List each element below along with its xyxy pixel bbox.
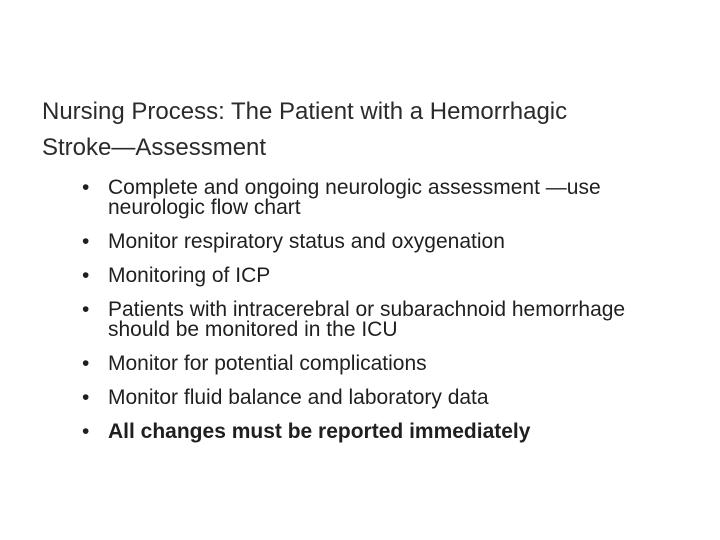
bullet-icon: • bbox=[82, 352, 90, 375]
bullet-item bbox=[82, 178, 682, 218]
bullet-icon: • bbox=[82, 264, 90, 287]
bullet-text: Monitoring of ICP bbox=[108, 264, 271, 287]
bullet-item bbox=[82, 232, 682, 252]
bullet-icon: • bbox=[82, 298, 90, 321]
bullet-item bbox=[82, 354, 682, 374]
bullet-item bbox=[82, 388, 682, 408]
slide-title bbox=[42, 94, 702, 166]
bullet-item-emphasis bbox=[82, 422, 682, 442]
bullet-item bbox=[82, 266, 682, 286]
bullet-icon: • bbox=[82, 420, 90, 443]
bullet-text: Complete and ongoing neurologic assessment —use neurologic flow chart bbox=[108, 176, 601, 219]
bullet-text: Monitor fluid balance and laboratory data bbox=[108, 386, 489, 409]
bullet-text: Monitor for potential complications bbox=[108, 352, 427, 375]
slide-title-line-2: Stroke—Assessment bbox=[42, 134, 267, 161]
bullet-icon: • bbox=[82, 386, 90, 409]
bullet-icon: • bbox=[82, 176, 90, 199]
bullet-text: Monitor respiratory status and oxygenation bbox=[108, 230, 505, 253]
bullet-text-bold: All changes must be reported immediately bbox=[108, 420, 531, 443]
bullet-item bbox=[82, 300, 682, 340]
slide-title-line-1: Nursing Process: The Patient with a Hemorrhagic bbox=[42, 98, 568, 125]
assessment-bullet-list bbox=[82, 178, 682, 456]
bullet-text: Patients with intracerebral or subarachnoid hemorrhage should be monitored in the ICU bbox=[108, 298, 626, 341]
bullet-icon: • bbox=[82, 230, 90, 253]
